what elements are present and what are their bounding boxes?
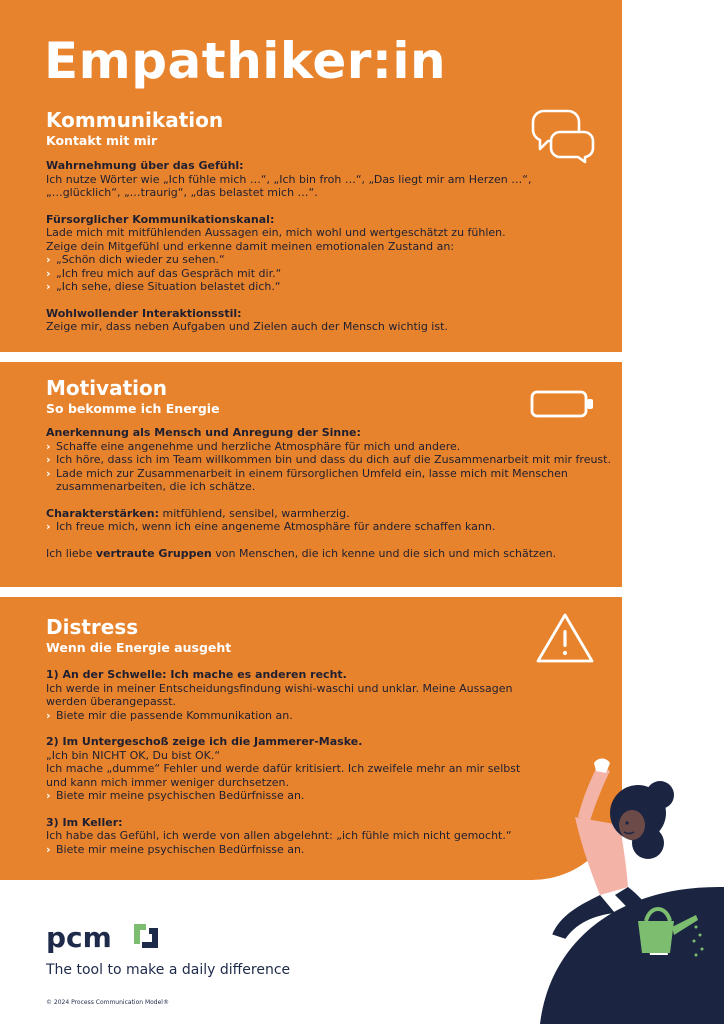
distress-subheading: Wenn die Energie ausgeht (46, 640, 232, 655)
pcm-logo-text: pcm (46, 921, 112, 954)
section-title: Charakterstärken: (46, 506, 159, 520)
bullet-item (46, 453, 614, 467)
bullet-item (46, 709, 614, 723)
emphasis-text: vertraute Gruppen (95, 546, 212, 560)
text-line: und kann mich immer weniger durchsetzen. (46, 775, 289, 789)
bullet-text: Ich höre, dass ich im Team willkommen bin und dass du dich auf die Zusammenarbeit mit mir freust. (56, 453, 611, 466)
bullet-item (46, 520, 614, 534)
chevron-right-icon: › (46, 466, 51, 480)
bullet-item (46, 440, 614, 454)
chevron-right-icon: › (46, 253, 51, 266)
distress-heading: Distress (46, 615, 139, 639)
motivation-heading: Motivation (46, 376, 167, 400)
bullet-text: Ich freue mich, wenn ich eine angeneme Atmosphäre für andere schaffen kann. (56, 520, 496, 533)
bullet-text: „Schön dich wieder zu sehen.“ (56, 253, 225, 266)
bullet-text: Schaffe eine angenehme und herzliche Atmosphäre für mich und andere. (56, 439, 461, 453)
chevron-right-icon: › (46, 789, 51, 802)
text-line: werden überangepasst. (46, 695, 177, 708)
bullet-item (46, 253, 614, 267)
warning-icon (535, 612, 595, 664)
text-line: Ich werde in meiner Entscheidungsfindung wishi-waschi und unklar. Meine Aussagen (46, 681, 513, 695)
section-title: 1) An der Schwelle: Ich mache es anderen recht. (46, 668, 347, 681)
chevron-right-icon: › (46, 708, 51, 722)
bullet-item (46, 267, 614, 281)
bullet-item (46, 280, 614, 294)
section-title: Wohlwollender Interaktionsstil: (46, 306, 242, 320)
text-line: Ich nutze Wörter wie „Ich fühle mich …“, „Ich bin froh …“, „Das liegt mir am Herzen …“, (46, 172, 532, 186)
section-title: Wahrnehmung über das Gefühl: (46, 159, 244, 172)
text-line: Ich mache „dumme“ Fehler und werde dafür kritisiert. Ich zweifele mehr an mir selbst (46, 762, 521, 775)
chevron-right-icon: › (46, 266, 51, 280)
bullet-text: „Ich sehe, diese Situation belastet dich.“ (56, 280, 281, 293)
text-line: Zeige mir, dass neben Aufgaben und Zielen auch der Mensch wichtig ist. (46, 320, 448, 333)
character-strengths (46, 507, 614, 521)
text-inline: mitfühlend, sensibel, warmherzig. (159, 506, 350, 520)
text-line: Lade mich mit mitfühlenden Aussagen ein, mich wohl und wertgeschätzt zu fühlen. (46, 226, 506, 239)
bullet-text: Biete mir meine psychischen Bedürfnisse an. (56, 842, 305, 856)
kommunikation-subheading: Kontakt mit mir (46, 133, 158, 148)
section-title: Anerkennung als Mensch und Anregung der Sinne: (46, 426, 361, 439)
chevron-right-icon: › (46, 453, 51, 466)
speech-bubbles-icon (530, 108, 596, 164)
chevron-right-icon: › (46, 520, 51, 533)
text-line: Ich habe das Gefühl, ich werde von allen abgelehnt: „ich fühle mich nicht gemocht.“ (46, 829, 512, 842)
kommunikation-heading: Kommunikation (46, 108, 224, 132)
text-inline: Ich liebe (46, 546, 96, 560)
text-line: „Ich bin NICHT OK, Du bist OK.“ (46, 748, 221, 762)
section-title: 2) Im Untergeschoß zeige ich die Jammerer-Maske. (46, 735, 363, 748)
bullet-text: Lade mich zur Zusammenarbeit in einem fürsorglichen Umfeld ein, lasse mich mit Menschen zusammenarbeiten, die ich schätze. (56, 466, 568, 493)
text-line: Zeige dein Mitgefühl und erkenne damit meinen emotionalen Zustand an: (46, 239, 455, 253)
section-title: Fürsorglicher Kommunikationskanal: (46, 212, 275, 226)
text-inline: von Menschen, die ich kenne und die sich und mich schätzen. (211, 546, 557, 560)
kommunikation-panel (0, 0, 622, 352)
bullet-text: Biete mir meine psychischen Bedürfnisse an. (56, 789, 305, 802)
closing-line (46, 547, 614, 561)
tagline: The tool to make a daily difference (46, 962, 291, 978)
chevron-right-icon: › (46, 280, 51, 293)
section-title: 3) Im Keller: (46, 815, 123, 829)
text-line: „…glücklich“, „…traurig“, „das belastet mich …“. (46, 186, 318, 199)
person-illustration (520, 755, 724, 1024)
bullet-text: „Ich freu mich auf das Gespräch mit dir.“ (56, 266, 282, 280)
motivation-content (46, 426, 614, 560)
motivation-subheading: So bekomme ich Energie (46, 401, 220, 416)
bullet-item (46, 467, 614, 494)
chevron-right-icon: › (46, 842, 51, 856)
bullet-text: Biete mir die passende Kommunikation an. (56, 708, 293, 722)
copyright: © 2024 Process Communication Model® (46, 999, 169, 1006)
chevron-right-icon: › (46, 439, 51, 453)
page-title: Empathiker:in (44, 32, 447, 90)
kommunikation-content (46, 159, 614, 334)
motivation-panel (0, 362, 622, 587)
pcm-logo-icon (46, 918, 162, 954)
battery-icon (530, 389, 596, 419)
